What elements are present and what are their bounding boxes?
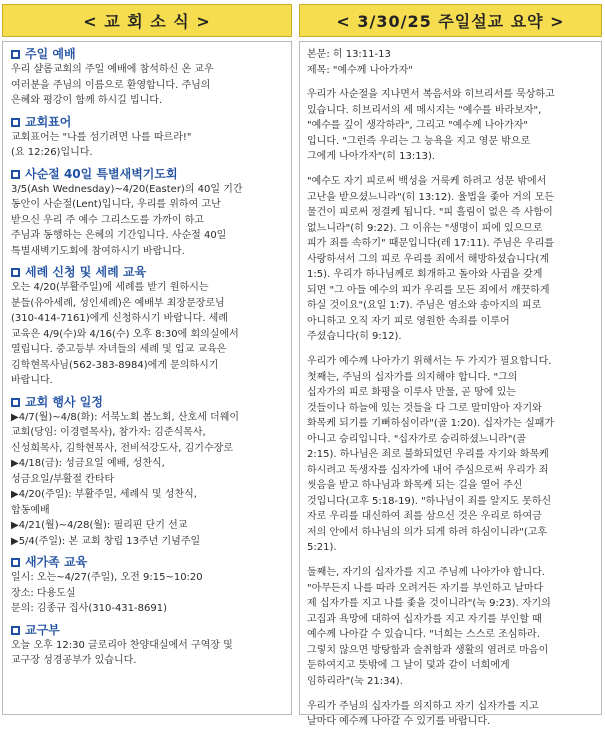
square-bullet-icon (11, 398, 20, 407)
news-section-body (11, 130, 284, 161)
news-section (11, 555, 284, 617)
sermon-body (307, 87, 592, 730)
sermon-line: 우리가 주님의 십자가를 의지하고 자기 십자가를 지고 (307, 700, 539, 712)
church-news-column (2, 41, 292, 715)
news-line: 장소: 다용도실 (11, 587, 76, 599)
news-line: ▶4/7(월)~4/8(화): 서북노회 봄노회, 산호세 더웨이 (11, 411, 240, 423)
news-section-body (11, 570, 284, 617)
sermon-line: 하시려고 독생자를 십자가에 내어 주심으로써 우리가 죄 (307, 464, 549, 476)
sermon-title: 제목: "예수께 나아가자" (307, 64, 413, 76)
news-section-title: 교회 행사 일정 (25, 394, 103, 409)
sermon-line: 자로 우리를 대신하여 죄를 삼으신 것은 우리로 하여금 (307, 511, 542, 522)
sermon-line: 씻음을 받고 하나님과 화목케 되는 길을 열어 주신 (307, 480, 523, 491)
news-line: 동안이 사순절(Lent)입니다, 우리를 위하여 고난 (11, 199, 221, 210)
news-section-heading (11, 47, 284, 62)
news-line: 신성희목사, 김학현목사, 전비석강도사, 김기수장로 (11, 442, 233, 454)
sermon-summary-column (299, 41, 602, 727)
news-section-heading (11, 623, 284, 638)
news-line: 교회표어는 "나를 섬기려면 나를 따르라!" (11, 131, 192, 143)
sermon-line: 아니고 승리입니다. "십자가로 승리하셨느니라"(골 (307, 433, 527, 445)
sermon-line: "아무든지 나를 따라 오려거든 자기를 부인하고 날마다 (307, 582, 544, 594)
square-bullet-icon (11, 558, 20, 567)
news-line: (요 12:26)입니다. (11, 147, 93, 158)
sermon-line: 예수께 나아갈 수 있습니다. "너희는 스스로 조심하라. (307, 629, 540, 640)
square-bullet-icon (11, 118, 20, 127)
sermon-line: 저의 안에서 하나님의 의가 되게 하려 하심이니라"(고후 (307, 526, 548, 538)
news-section-title: 새가족 교육 (25, 555, 88, 569)
news-line: 은혜와 평강이 함께 하시길 빕니다. (11, 95, 163, 106)
sermon-line: 것들이나 하늘에 있는 것들을 다 그로 말미암아 자기와 (307, 402, 542, 414)
sermon-paragraph (307, 87, 592, 165)
sermon-line: 5:21). (307, 542, 337, 553)
sermon-line: 화목케 되기를 기뻐하심이라"(골 1:20). 십자가는 실패가 (307, 418, 555, 429)
square-bullet-icon (11, 626, 20, 635)
news-line: 주님과 동행하는 은혜의 기간입니다. 사순절 40일 (11, 230, 227, 241)
sermon-line: 입니다. "그런즉 우리는 그 능욕을 지고 영문 밖으로 (307, 135, 531, 147)
sermon-line: 날마다 예수께 나아갈 수 있기를 바랍니다. (307, 716, 491, 727)
sermon-line: 주셨습니다(히 9:12). (307, 331, 402, 342)
news-section (11, 167, 284, 260)
news-line: 문의: 김종규 집사(310-431-8691) (11, 603, 167, 614)
news-line: 특별새벽기도회에 참여하시기 바랍니다. (11, 245, 185, 257)
news-section (11, 265, 284, 389)
sermon-scripture: 본문: 히 13:11-13 (307, 49, 391, 60)
news-section-title: 세례 신청 및 세례 교육 (25, 265, 147, 279)
news-section (11, 395, 284, 550)
news-line: 교육은 4/9(수)와 4/16(수) 오후 8:30에 회의실에서 (11, 328, 239, 340)
news-line: ▶4/18(금): 성금요일 예배, 성찬식, (11, 458, 165, 469)
square-bullet-icon (11, 170, 20, 179)
sermon-line: 하실 것이요"(요일 1:7). 주님은 염소와 송아지의 피로 (307, 300, 542, 311)
news-section-heading (11, 555, 284, 570)
sermon-line: 제 십자가를 지고 나를 좇을 것이니라"(눅 9:23). 자기의 (307, 598, 551, 609)
sermon-line: 둘째는, 자기의 십자가를 지고 주님께 나아가야 합니다. (307, 567, 545, 578)
news-line: 합동예배 (11, 504, 50, 516)
sermon-line: "예수를 깊이 생각하라", 그리고 "예수께 나아가자" (307, 120, 529, 131)
sermon-line: 첫째는, 주님의 십자가를 의지해야 합니다. "그의 (307, 371, 518, 383)
news-section (11, 623, 284, 669)
news-section-heading (11, 395, 284, 410)
news-line: ▶4/20(주일): 부활주일, 세례식 및 성찬식, (11, 489, 197, 500)
news-line: 받으신 우리 주 예수 그리스도를 가까이 하고 (11, 214, 204, 226)
sermon-summary-header (299, 4, 602, 37)
sermon-line: 1:5). 우리가 하나님께로 회개하고 돌아와 사귐을 갖게 (307, 269, 543, 280)
sermon-line: 십자가의 피로 화평을 이루사 만물, 곧 땅에 있는 (307, 387, 516, 398)
news-line: 성금요일/부활절 칸타타 (11, 473, 115, 485)
news-section-title: 사순절 40일 특별새벽기도회 (25, 166, 178, 181)
sermon-line: 2:15). 하나님은 죄로 불화되었던 우리를 자기와 화목케 (307, 449, 549, 460)
sermon-line: 임하리라"(눅 21:34). (307, 675, 403, 687)
news-section-heading (11, 167, 284, 182)
news-section-body (11, 410, 284, 550)
news-section-body (11, 182, 284, 260)
news-section-heading (11, 115, 284, 130)
news-section-title: 교회표어 (25, 114, 72, 129)
news-section-body (11, 62, 284, 109)
news-section-body (11, 638, 284, 669)
square-bullet-icon (11, 50, 20, 59)
news-line: (310-414-7161)에게 신청하시기 바랍니다. 세례 (11, 313, 228, 324)
sermon-line: 있습니다. 히브리서의 세 메시지는 "예수를 바라보자", (307, 104, 542, 116)
news-section (11, 47, 284, 109)
news-section-title: 주일 예배 (25, 47, 76, 61)
news-line: 오는 4/20(부활주일)에 세례를 받기 원하시는 (11, 282, 209, 293)
news-section-heading (11, 265, 284, 280)
sermon-line: "예수도 자기 피로써 백성을 거룩케 하려고 성문 밖에서 (307, 176, 547, 187)
sermon-line: 고집과 욕망에 대하여 십자가를 지고 자기를 부인할 때 (307, 613, 542, 625)
news-line: 3/5(Ash Wednesday)~4/20(Easter)의 40일 기간 (11, 183, 243, 195)
news-line: 김학현목사님(562-383-8984)에게 문의하시기 (11, 359, 219, 371)
sermon-line: 물건이 피로써 정결케 됩니다. "피 흘림이 없은 즉 사함이 (307, 207, 553, 218)
church-news-title: < 교 회 소 식 > (83, 12, 211, 31)
sermon-line: 고난을 받으셨느니라"(히 13:12). 율법을 좇아 거의 모든 (307, 191, 555, 203)
spacer (307, 78, 592, 87)
sermon-line: 그에게 나아가자"(히 13:13). (307, 151, 436, 162)
news-line: ▶4/21(월)~4/28(월): 필리핀 단기 선교 (11, 520, 188, 531)
news-line: 열립니다. 중고등부 자녀들의 세례 및 입교 교육은 (11, 344, 227, 355)
sermon-line: 피가 죄를 속하기" 때문입니다(레 17:11). 주님은 우리를 (307, 238, 555, 249)
sermon-paragraph (307, 699, 592, 730)
sermon-line: 아니하고 오직 자기 피로 영원한 속죄를 이루어 (307, 315, 510, 327)
sermon-line: 우리가 예수께 나아가기 위해서는 두 가지가 필요합니다. (307, 356, 552, 367)
news-line: 여러분을 주님의 이름으로 환영합니다. 주님의 (11, 79, 211, 91)
sermon-line: 없느니라"(히 9:22). 그 이유는 "생명이 피에 있으므로 (307, 222, 543, 234)
sermon-line: 사랑하셔서 그의 피로 우리를 죄에서 해방하셨습니다(계 (307, 253, 549, 265)
news-line: 교구장 성경공부가 있습니다. (11, 655, 137, 666)
sermon-paragraph (307, 354, 592, 556)
news-line: 분들(유아세례, 성인세례)은 예배부 최장문장로님 (11, 297, 225, 309)
sermon-line: 것입니다(고후 5:18-19). "하나님이 죄를 알지도 못하신 (307, 495, 552, 507)
sermon-line: 그렇치 않으면 방탕함과 술취함과 생활의 염려로 마음이 (307, 644, 549, 656)
news-line: 우리 샬롬교회의 주일 예배에 참석하신 온 교우 (11, 64, 214, 75)
church-news-header (2, 4, 292, 37)
news-line: 바랍니다. (11, 375, 53, 386)
news-section-title: 교구부 (25, 622, 60, 637)
sermon-line: 우리가 사순절을 지나면서 복음서와 히브리서를 묵상하고 (307, 89, 555, 100)
sermon-line: 둔하여지고 뜻밖에 그 날이 덫과 같이 너희에게 (307, 660, 510, 671)
news-line: 오늘 오후 12:30 글로리아 찬양대실에서 구역장 및 (11, 639, 233, 651)
news-section-body (11, 280, 284, 389)
sermon-line: 되면 "그 아들 예수의 피가 우리를 모든 죄에서 깨끗하게 (307, 284, 550, 296)
sermon-summary-title: < 3/30/25 주일설교 요약 > (336, 12, 565, 31)
news-section (11, 115, 284, 161)
news-line: 일시: 오는~4/27(주일), 오전 9:15~10:20 (11, 572, 203, 583)
square-bullet-icon (11, 268, 20, 277)
news-line: ▶5/4(주일): 본 교회 창립 13주년 기념주일 (11, 535, 201, 547)
sermon-paragraph (307, 565, 592, 689)
sermon-paragraph (307, 174, 592, 345)
news-line: 교회(당임: 이경렬목사), 참가자: 김준식목사, (11, 427, 206, 438)
